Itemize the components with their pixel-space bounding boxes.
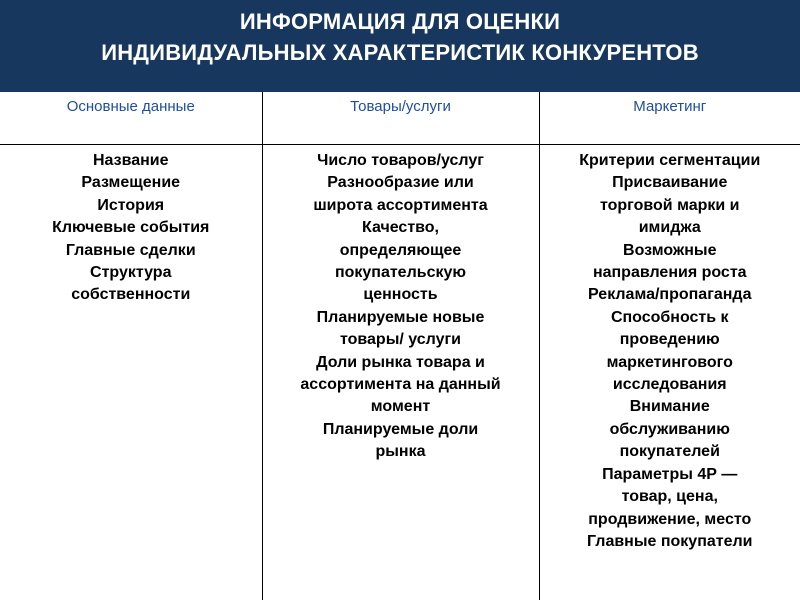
column-header-basic-data: Основные данные — [0, 92, 262, 145]
cell-line: Название — [92, 152, 169, 169]
cell-line: Размещение — [81, 174, 181, 192]
header-row — [0, 92, 800, 145]
cell-line: Способность к — [610, 308, 729, 326]
cell-line: Главные сделки — [65, 241, 196, 259]
column-header-marketing: Маркетинг — [539, 92, 800, 145]
competitor-table — [0, 92, 800, 600]
marketing-cell — [539, 145, 800, 600]
cell-line: исследования — [612, 376, 727, 394]
title-bar — [0, 0, 800, 92]
cell-line: Главные покупатели — [587, 532, 753, 550]
products-services-cell — [262, 145, 539, 600]
cell-line: Параметры 4Р — — [602, 465, 738, 483]
cell-line: товары/ услуги — [340, 331, 461, 349]
cell-line: направления роста — [592, 264, 747, 282]
cell-line: ассортимента на данный — [300, 376, 501, 394]
cell-line: покупательскую — [334, 264, 467, 282]
cell-line: широта ассортимента — [313, 196, 488, 214]
cell-line: Присваивание — [612, 174, 728, 192]
cell-line: обслуживанию — [609, 420, 730, 438]
cell-line: ценность — [363, 286, 438, 304]
cell-line: Число товаров/услуг — [317, 152, 484, 169]
cell-line: торговой марки и — [600, 196, 740, 214]
basic-data-cell — [0, 145, 262, 600]
cell-line: проведению — [619, 331, 720, 349]
cell-line: имиджа — [638, 219, 701, 237]
cell-line: Планируемые доли — [322, 420, 479, 438]
cell-line: маркетингового — [606, 353, 733, 371]
title-line-2: ИНДИВИДУАЛЬНЫХ ХАРАКТЕРИСТИК КОНКУРЕНТОВ — [101, 40, 699, 65]
cell-line: Качество, — [361, 219, 439, 237]
cell-line: рынка — [375, 443, 426, 461]
cell-line: Доли рынка товара и — [316, 353, 485, 371]
cell-line: Критерии сегментации — [579, 152, 761, 169]
cell-line: Реклама/пропаганда — [588, 286, 752, 304]
content-row — [0, 145, 800, 600]
cell-line: Ключевые события — [52, 219, 210, 237]
cell-line: собственности — [71, 286, 191, 304]
cell-line: товар, цена, — [621, 488, 718, 506]
cell-line: История — [97, 196, 165, 214]
cell-line: определяющее — [339, 241, 462, 259]
cell-line: Структура — [90, 264, 172, 282]
title-line-1: ИНФОРМАЦИЯ ДЛЯ ОЦЕНКИ — [239, 9, 561, 34]
cell-line: покупателей — [619, 443, 720, 461]
cell-line: Разнообразие или — [327, 174, 474, 192]
cell-line: Внимание — [629, 398, 710, 416]
cell-line: момент — [370, 398, 431, 416]
cell-line: продвижение, место — [588, 510, 752, 528]
cell-line: Планируемые новые — [316, 308, 485, 326]
cell-line: Возможные — [623, 241, 717, 259]
column-header-products-services: Товары/услуги — [262, 92, 539, 145]
